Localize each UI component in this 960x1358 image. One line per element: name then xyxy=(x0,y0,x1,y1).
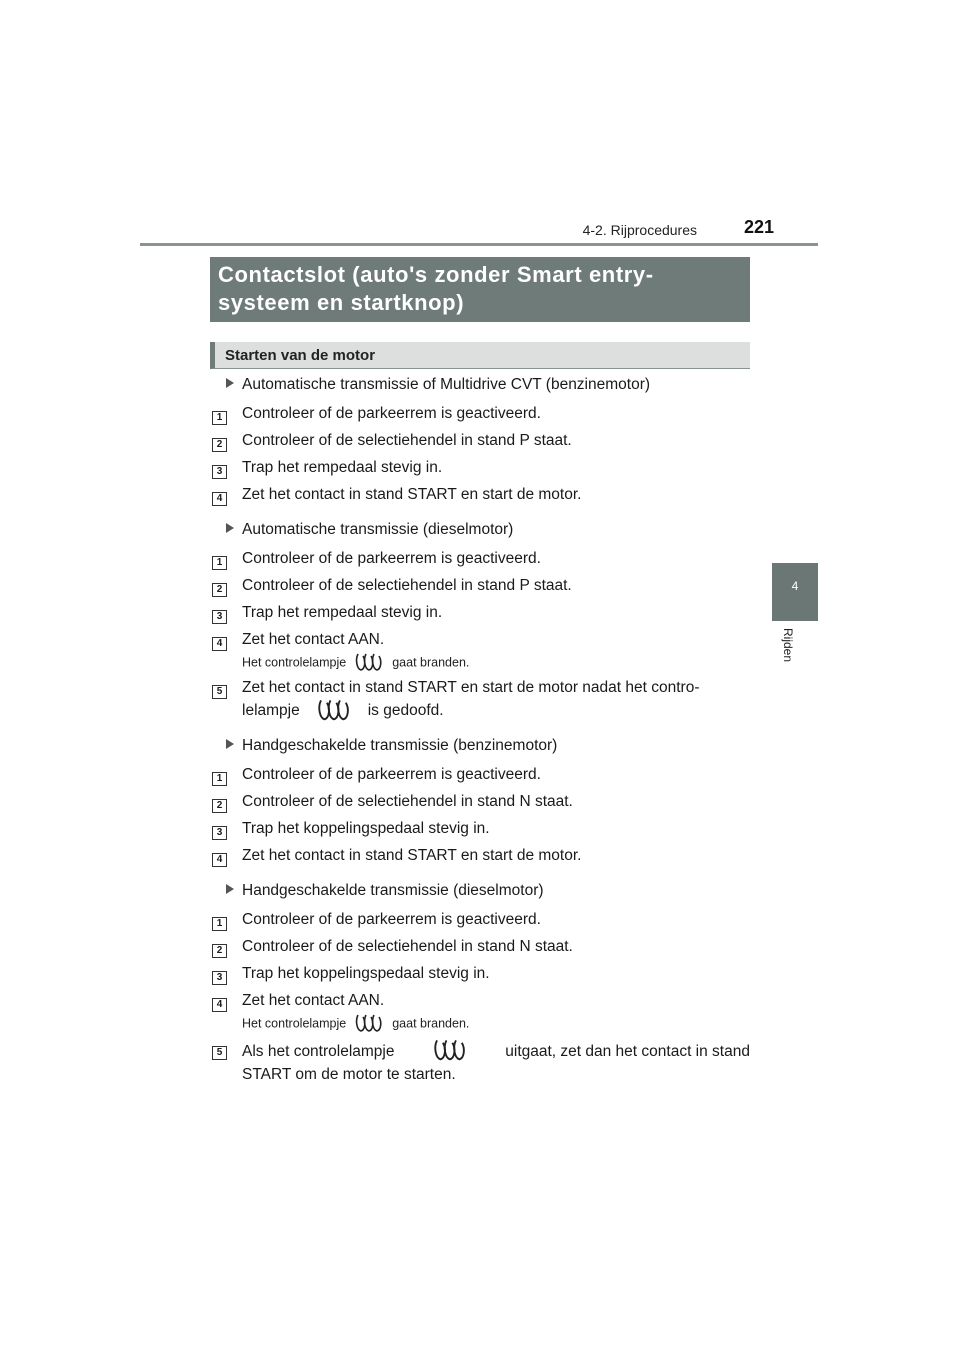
step-text-part: lelampje xyxy=(242,702,300,720)
step-number: 1 xyxy=(212,411,227,425)
glow-plug-indicator-icon xyxy=(314,698,354,724)
step-text-part: START om de motor te starten. xyxy=(242,1066,456,1083)
section-title-line-2: systeem en startknop) xyxy=(218,290,465,315)
group-heading xyxy=(226,882,544,900)
step-number: 3 xyxy=(212,610,227,624)
step-number: 5 xyxy=(212,1046,227,1060)
step-number: 1 xyxy=(212,917,227,931)
step-number: 3 xyxy=(212,971,227,985)
step-text: Controleer of de parkeerrem is geactiveerd. xyxy=(242,766,541,783)
step-text: Trap het koppelingspedaal stevig in. xyxy=(242,820,490,837)
step-text: Controleer of de parkeerrem is geactiveerd. xyxy=(242,405,541,422)
step-text-line xyxy=(242,1038,750,1064)
step-note xyxy=(242,652,469,674)
step-text: Trap het rempedaal stevig in. xyxy=(242,604,443,621)
step-text: Zet het contact AAN. xyxy=(242,992,385,1009)
step-note xyxy=(242,1013,469,1035)
step-text: Controleer of de parkeerrem is geactiveerd. xyxy=(242,550,541,567)
step-text-part: Zet het contact in stand START en start de motor nadat het contro- xyxy=(242,679,700,696)
group-heading-text: Handgeschakelde transmissie (benzinemotor) xyxy=(242,737,558,754)
group-heading xyxy=(226,521,513,539)
step-number: 2 xyxy=(212,583,227,597)
glow-plug-indicator-icon xyxy=(354,652,384,674)
glow-plug-indicator-icon xyxy=(354,1013,384,1035)
step-text: Zet het contact in stand START en start de motor. xyxy=(242,486,582,503)
step-text: Zet het contact in stand START en start de motor. xyxy=(242,847,582,864)
note-text-before: Het controlelampje xyxy=(242,1016,347,1031)
step-text-part: Als het controlelampje xyxy=(242,1042,395,1060)
step-number: 4 xyxy=(212,853,227,867)
chapter-label-text: Rijden xyxy=(781,628,795,663)
step-number: 1 xyxy=(212,556,227,570)
step-number: 4 xyxy=(212,998,227,1012)
step-number: 3 xyxy=(212,826,227,840)
arrow-bullet-icon xyxy=(226,884,234,894)
step-number: 2 xyxy=(212,799,227,813)
step-text: Controleer of de selectiehendel in stand N staat. xyxy=(242,793,573,810)
step-number: 2 xyxy=(212,438,227,452)
arrow-bullet-icon xyxy=(226,523,234,533)
page-number: 221 xyxy=(743,217,774,237)
group-heading xyxy=(226,737,557,755)
step-text: Trap het rempedaal stevig in. xyxy=(242,459,443,476)
step-text xyxy=(242,1038,750,1085)
step-number: 4 xyxy=(212,637,227,651)
header-rule xyxy=(140,243,818,246)
step-number: 2 xyxy=(212,944,227,958)
group-heading xyxy=(226,376,650,394)
arrow-bullet-icon xyxy=(226,739,234,749)
step-text-part: is gedoofd. xyxy=(367,702,444,720)
chapter-label xyxy=(779,628,811,688)
subheading: Starten van de motor xyxy=(210,342,750,369)
step-text-part: uitgaat, zet dan het contact in stand xyxy=(505,1042,750,1060)
step-text: Controleer of de parkeerrem is geactiveerd. xyxy=(242,911,541,928)
group-heading-text: Handgeschakelde transmissie (dieselmotor) xyxy=(242,882,544,899)
step-number: 5 xyxy=(212,685,227,699)
arrow-bullet-icon xyxy=(226,378,234,388)
note-text-before: Het controlelampje xyxy=(242,655,347,670)
section-title xyxy=(210,257,750,322)
step-text: Controleer of de selectiehendel in stand P staat. xyxy=(242,432,572,449)
step-number: 1 xyxy=(212,772,227,786)
step-text: Zet het contact AAN. xyxy=(242,631,385,648)
step-text: Controleer of de selectiehendel in stand P staat. xyxy=(242,577,572,594)
step-text: Controleer of de selectiehendel in stand N staat. xyxy=(242,938,573,955)
note-text-after: gaat branden. xyxy=(392,655,470,670)
section-title-line-1: Contactslot (auto's zonder Smart entry- xyxy=(218,262,654,287)
note-text-after: gaat branden. xyxy=(392,1016,470,1031)
step-text: Trap het koppelingspedaal stevig in. xyxy=(242,965,490,982)
chapter-tab: 4 xyxy=(772,563,818,621)
step-number: 4 xyxy=(212,492,227,506)
group-heading-text: Automatische transmissie of Multidrive CVT (benzinemotor) xyxy=(242,376,651,393)
running-header-section: 4-2. Rijprocedures xyxy=(582,222,697,238)
group-heading-text: Automatische transmissie (dieselmotor) xyxy=(242,521,514,538)
glow-plug-indicator-icon xyxy=(430,1038,470,1064)
step-number: 3 xyxy=(212,465,227,479)
step-text xyxy=(242,677,750,724)
